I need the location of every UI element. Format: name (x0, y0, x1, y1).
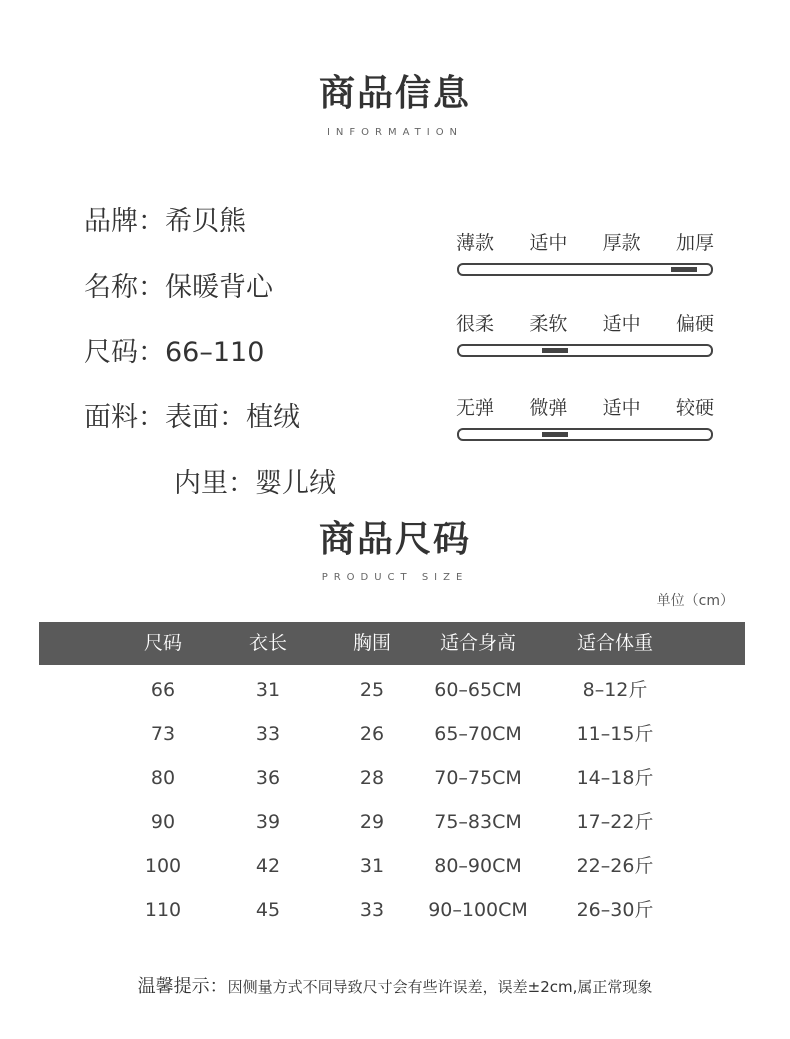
elasticity-scale-bar (457, 428, 713, 441)
softness-scale-marker (542, 348, 568, 353)
table-cell: 28 (359, 767, 385, 789)
tip-text: 因侧量方式不同导致尺寸会有些许误差，误差±2cm,属正常现象 (227, 978, 653, 996)
surface-label: 表面： (165, 402, 246, 433)
table-cell: 8–12斤 (582, 679, 648, 701)
brand-label: 品牌： (84, 206, 165, 237)
tip-note (0, 978, 790, 996)
size-line (84, 339, 264, 366)
table-cell: 22–26斤 (576, 855, 654, 877)
scale-label: 适中 (602, 397, 641, 419)
scale-label: 加厚 (675, 232, 714, 254)
thickness-scale-marker (671, 267, 697, 272)
softness-scale-labels (456, 315, 714, 334)
name-line (84, 274, 273, 301)
table-cell: 45 (255, 899, 281, 921)
softness-scale-bar (457, 344, 713, 357)
table-cell: 26–30斤 (576, 899, 654, 921)
scale-label: 很柔 (456, 313, 495, 335)
name-value: 保暖背心 (165, 272, 273, 303)
table-cell: 31 (255, 679, 281, 701)
thickness-scale-bar (457, 263, 713, 276)
lining-line (174, 470, 336, 497)
table-cell: 60–65CM (434, 679, 522, 701)
table-cell: 25 (359, 679, 385, 701)
table-cell: 75–83CM (434, 811, 522, 833)
scale-label: 厚款 (602, 232, 641, 254)
table-cell: 36 (255, 767, 281, 789)
table-header-cell: 衣长 (248, 632, 288, 654)
scale-label: 偏硬 (675, 313, 714, 335)
table-cell: 14–18斤 (576, 767, 654, 789)
table-cell: 80 (150, 767, 176, 789)
table-cell: 29 (359, 811, 385, 833)
size-subtitle: PRODUCT SIZE (321, 572, 469, 583)
table-cell: 39 (255, 811, 281, 833)
table-cell: 90 (150, 811, 176, 833)
brand-line (84, 208, 246, 235)
table-cell: 33 (359, 899, 385, 921)
elasticity-scale-marker (542, 432, 568, 437)
table-cell: 110 (144, 899, 182, 921)
info-title: 商品信息 (318, 73, 471, 114)
table-header-cell: 尺码 (143, 632, 183, 654)
size-label: 尺码： (84, 337, 165, 368)
fabric-label: 面料： (84, 402, 165, 433)
scale-label: 适中 (602, 313, 641, 335)
brand-value: 希贝熊 (165, 206, 246, 237)
table-header-cell: 适合体重 (576, 632, 654, 654)
unit-label: 单位（cm） (656, 593, 734, 609)
table-cell: 70–75CM (434, 767, 522, 789)
table-cell: 42 (255, 855, 281, 877)
scale-label: 无弹 (456, 397, 495, 419)
lining-label: 内里： (174, 468, 255, 499)
table-cell: 73 (150, 723, 176, 745)
lining-value: 婴儿绒 (255, 468, 336, 499)
table-cell: 100 (144, 855, 182, 877)
table-cell: 33 (255, 723, 281, 745)
table-cell: 65–70CM (434, 723, 522, 745)
table-header-cell: 胸围 (352, 632, 392, 654)
thickness-scale-labels (456, 234, 714, 253)
table-cell: 90–100CM (428, 899, 528, 921)
name-label: 名称： (84, 272, 165, 303)
surface-value: 植绒 (246, 402, 300, 433)
info-subtitle: INFORMATION (326, 127, 464, 138)
scale-label: 薄款 (456, 232, 495, 254)
table-header-cell: 适合身高 (439, 632, 517, 654)
table-cell: 11–15斤 (576, 723, 654, 745)
table-cell: 66 (150, 679, 176, 701)
size-value: 66–110 (165, 337, 265, 368)
fabric-line (84, 404, 300, 431)
tip-lead: 温馨提示： (137, 976, 228, 997)
scale-label: 较硬 (675, 397, 714, 419)
scale-label: 适中 (529, 232, 568, 254)
table-cell: 80–90CM (434, 855, 522, 877)
scale-label: 柔软 (529, 313, 568, 335)
scale-label: 微弹 (529, 397, 568, 419)
table-cell: 17–22斤 (576, 811, 654, 833)
size-title: 商品尺码 (318, 519, 471, 560)
elasticity-scale-labels (456, 399, 714, 418)
table-cell: 26 (359, 723, 385, 745)
table-cell: 31 (359, 855, 385, 877)
